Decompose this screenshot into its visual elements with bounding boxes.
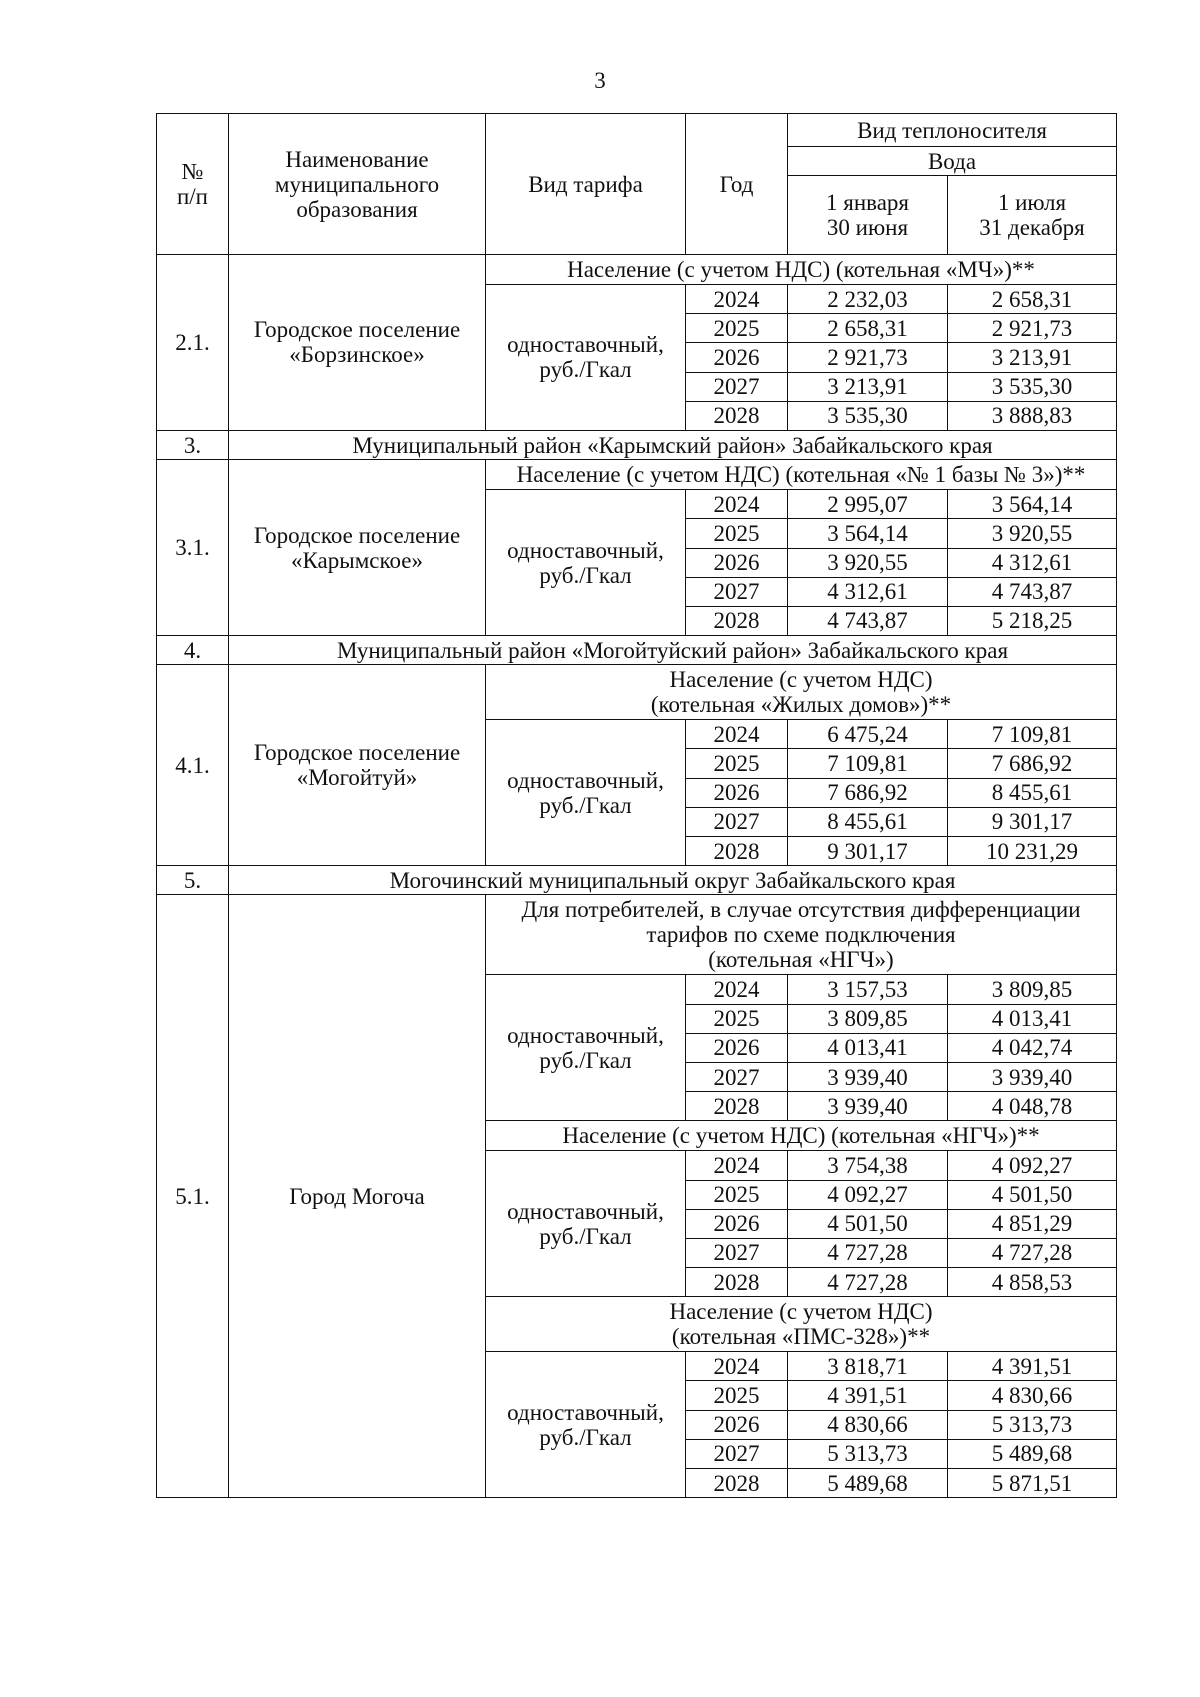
tariff-h1-cell: 2 658,31: [788, 314, 948, 343]
tariff-type: одноставочный, руб./Гкал: [486, 285, 686, 431]
year-cell: 2025: [686, 314, 788, 343]
tariff-h2-cell: 2 921,73: [948, 314, 1117, 343]
year-cell: 2025: [686, 749, 788, 778]
tariff-h1-cell: 3 157,53: [788, 975, 948, 1004]
tariff-h1-cell: 3 939,40: [788, 1092, 948, 1121]
tariff-h1-cell: 2 995,07: [788, 490, 948, 519]
section-row: [157, 866, 1117, 895]
tariff-h1-cell: 5 489,68: [788, 1469, 948, 1498]
tariff-h1-cell: 3 809,85: [788, 1004, 948, 1033]
section-row: [157, 430, 1117, 459]
tariff-h2-cell: 3 939,40: [948, 1062, 1117, 1091]
tariff-h1-cell: 4 727,28: [788, 1238, 948, 1267]
year-cell: 2027: [686, 372, 788, 401]
tariff-h1-cell: 3 754,38: [788, 1151, 948, 1180]
tariff-h1-cell: 7 109,81: [788, 749, 948, 778]
consumer-category: Для потребителей, в случае отсутствия дифференциации тарифов по схеме подключения (котельная «НГЧ»): [486, 895, 1117, 975]
tariff-h2-cell: 3 535,30: [948, 372, 1117, 401]
header-year: Год: [686, 114, 788, 255]
tariff-type: одноставочный, руб./Гкал: [486, 975, 686, 1121]
year-cell: 2024: [686, 720, 788, 749]
year-cell: 2026: [686, 1209, 788, 1238]
year-cell: 2028: [686, 606, 788, 635]
tariff-h2-cell: 3 888,83: [948, 401, 1117, 430]
year-cell: 2027: [686, 1439, 788, 1468]
tariff-h2-cell: 4 391,51: [948, 1352, 1117, 1381]
tariff-h2-cell: 4 858,53: [948, 1268, 1117, 1297]
block-title-row: [157, 460, 1117, 490]
tariff-h1-cell: 2 921,73: [788, 343, 948, 372]
section-title: Муниципальный район «Могойтуйский район» Забайкальского края: [229, 636, 1117, 665]
section-number: 4.: [157, 636, 229, 665]
tariff-h2-cell: 5 218,25: [948, 606, 1117, 635]
consumer-category: Население (с учетом НДС) (котельная «МЧ»)**: [486, 255, 1117, 285]
year-cell: 2024: [686, 1151, 788, 1180]
header-period-1: 1 января 30 июня: [788, 176, 948, 255]
tariff-h1-cell: 8 455,61: [788, 807, 948, 836]
tariff-h1-cell: 4 727,28: [788, 1268, 948, 1297]
tariff-type: одноставочный, руб./Гкал: [486, 1151, 686, 1297]
year-cell: 2025: [686, 1180, 788, 1209]
consumer-category: Население (с учетом НДС) (котельная «НГЧ»)**: [486, 1121, 1117, 1151]
tariff-h2-cell: 2 658,31: [948, 285, 1117, 314]
tariff-h1-cell: 4 743,87: [788, 606, 948, 635]
year-cell: 2028: [686, 1469, 788, 1498]
year-cell: 2027: [686, 1238, 788, 1267]
consumer-category: Население (с учетом НДС) (котельная «Жилых домов»)**: [486, 665, 1117, 720]
tariff-h2-cell: 4 013,41: [948, 1004, 1117, 1033]
tariff-type: одноставочный, руб./Гкал: [486, 490, 686, 636]
section-title: Могочинский муниципальный округ Забайкальского края: [229, 866, 1117, 895]
section-number: 5.: [157, 866, 229, 895]
tariff-h1-cell: 4 013,41: [788, 1033, 948, 1062]
tariff-h1-cell: 3 939,40: [788, 1062, 948, 1091]
tariff-type: одноставочный, руб./Гкал: [486, 1352, 686, 1498]
tariff-h1-cell: 4 092,27: [788, 1180, 948, 1209]
tariff-h2-cell: 7 686,92: [948, 749, 1117, 778]
tariff-h1-cell: 3 535,30: [788, 401, 948, 430]
tariff-h2-cell: 10 231,29: [948, 837, 1117, 866]
tariff-h2-cell: 4 727,28: [948, 1238, 1117, 1267]
year-cell: 2026: [686, 1410, 788, 1439]
block-title-row: [157, 895, 1117, 975]
section-number: 3.: [157, 430, 229, 459]
tariff-h1-cell: 7 686,92: [788, 778, 948, 807]
header-water: Вода: [788, 147, 1117, 176]
tariff-h2-cell: 4 312,61: [948, 548, 1117, 577]
tariff-h2-cell: 7 109,81: [948, 720, 1117, 749]
year-cell: 2026: [686, 548, 788, 577]
tariff-h2-cell: 3 920,55: [948, 519, 1117, 548]
year-cell: 2026: [686, 1033, 788, 1062]
tariff-h2-cell: 3 809,85: [948, 975, 1117, 1004]
year-cell: 2024: [686, 1352, 788, 1381]
consumer-category: Население (с учетом НДС) (котельная «ПМС-328»)**: [486, 1297, 1117, 1352]
group-number: 5.1.: [157, 895, 229, 1498]
tariff-h2-cell: 5 489,68: [948, 1439, 1117, 1468]
tariff-h1-cell: 3 213,91: [788, 372, 948, 401]
group-number: 3.1.: [157, 460, 229, 636]
tariff-h2-cell: 3 564,14: [948, 490, 1117, 519]
tariff-h1-cell: 3 920,55: [788, 548, 948, 577]
header-num: № п/п: [157, 114, 229, 255]
group-number: 4.1.: [157, 665, 229, 866]
tariff-h2-cell: 5 313,73: [948, 1410, 1117, 1439]
tariff-h1-cell: 3 564,14: [788, 519, 948, 548]
tariff-h2-cell: 4 042,74: [948, 1033, 1117, 1062]
tariff-h2-cell: 4 048,78: [948, 1092, 1117, 1121]
year-cell: 2028: [686, 1092, 788, 1121]
tariff-h2-cell: 5 871,51: [948, 1469, 1117, 1498]
tariff-h1-cell: 4 830,66: [788, 1410, 948, 1439]
tariff-h1-cell: 4 501,50: [788, 1209, 948, 1238]
section-title: Муниципальный район «Карымский район» Забайкальского края: [229, 430, 1117, 459]
tariff-h1-cell: 4 312,61: [788, 577, 948, 606]
tariff-h1-cell: 6 475,24: [788, 720, 948, 749]
year-cell: 2024: [686, 490, 788, 519]
municipality-name: Городское поселение «Карымское»: [229, 460, 486, 636]
tariff-h1-cell: 3 818,71: [788, 1352, 948, 1381]
consumer-category: Население (с учетом НДС) (котельная «№ 1 базы № 3»)**: [486, 460, 1117, 490]
year-cell: 2024: [686, 285, 788, 314]
tariff-h2-cell: 4 851,29: [948, 1209, 1117, 1238]
year-cell: 2025: [686, 1004, 788, 1033]
header-carrier: Вид теплоносителя: [788, 114, 1117, 147]
section-row: [157, 636, 1117, 665]
year-cell: 2027: [686, 1062, 788, 1091]
year-cell: 2028: [686, 837, 788, 866]
year-cell: 2027: [686, 807, 788, 836]
block-title-row: [157, 665, 1117, 720]
tariff-h1-cell: 5 313,73: [788, 1439, 948, 1468]
municipality-name: Городское поселение «Могойтуй»: [229, 665, 486, 866]
block-title-row: [157, 255, 1117, 285]
page-number: 3: [594, 68, 606, 93]
tariff-type: одноставочный, руб./Гкал: [486, 720, 686, 866]
year-cell: 2028: [686, 401, 788, 430]
table-body: [157, 114, 1117, 1498]
tariff-h1-cell: 4 391,51: [788, 1381, 948, 1410]
tariff-h2-cell: 3 213,91: [948, 343, 1117, 372]
tariff-h2-cell: 4 743,87: [948, 577, 1117, 606]
group-number: 2.1.: [157, 255, 229, 431]
header-name: Наименование муниципального образования: [229, 114, 486, 255]
year-cell: 2027: [686, 577, 788, 606]
year-cell: 2025: [686, 519, 788, 548]
tariff-h2-cell: 4 092,27: [948, 1151, 1117, 1180]
tariff-table: [156, 113, 1117, 1498]
municipality-name: Городское поселение «Борзинское»: [229, 255, 486, 431]
header-tariff-type: Вид тарифа: [486, 114, 686, 255]
year-cell: 2028: [686, 1268, 788, 1297]
tariff-h1-cell: 9 301,17: [788, 837, 948, 866]
tariff-h2-cell: 4 830,66: [948, 1381, 1117, 1410]
year-cell: 2026: [686, 778, 788, 807]
year-cell: 2025: [686, 1381, 788, 1410]
year-cell: 2026: [686, 343, 788, 372]
tariff-h2-cell: 9 301,17: [948, 807, 1117, 836]
tariff-h2-cell: 8 455,61: [948, 778, 1117, 807]
municipality-name: Город Могоча: [229, 895, 486, 1498]
year-cell: 2024: [686, 975, 788, 1004]
tariff-h1-cell: 2 232,03: [788, 285, 948, 314]
tariff-h2-cell: 4 501,50: [948, 1180, 1117, 1209]
header-period-2: 1 июля 31 декабря: [948, 176, 1117, 255]
